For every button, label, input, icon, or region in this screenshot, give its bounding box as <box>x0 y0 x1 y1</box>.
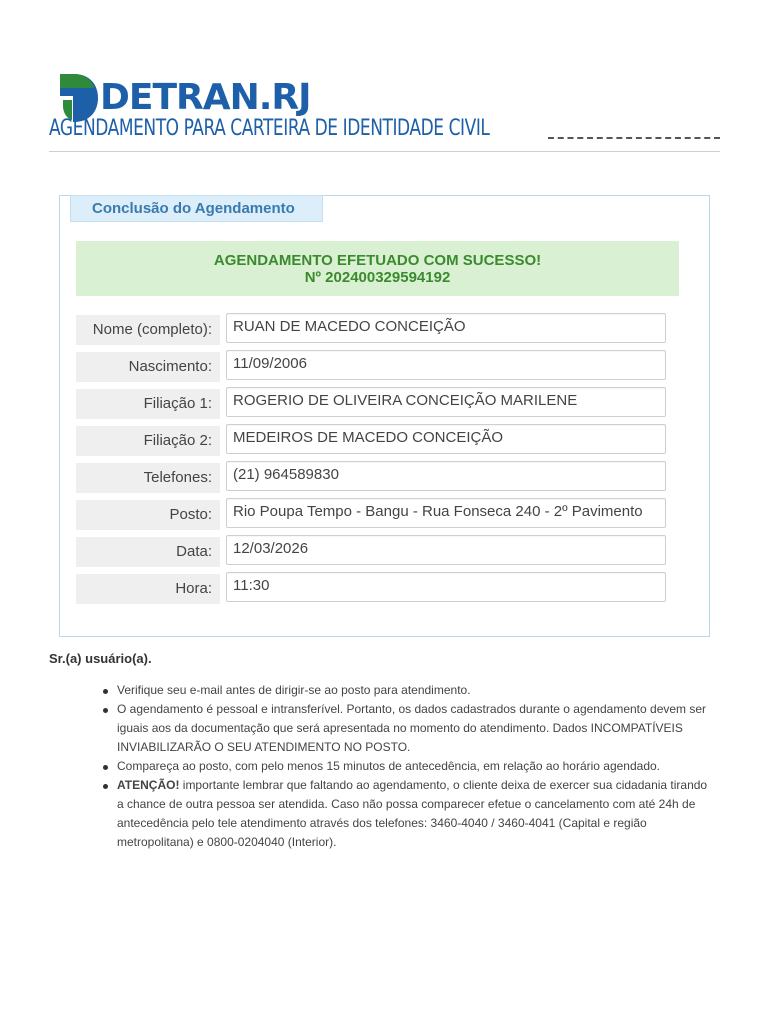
field-row-time <box>76 572 668 602</box>
appointment-number: Nº 202400329594192 <box>304 269 451 286</box>
field-value-parent1: ROGERIO DE OLIVEIRA CONCEIÇÃO MARILENE <box>226 387 666 417</box>
field-value-phones: (21) 964589830 <box>226 461 666 491</box>
field-row-name <box>76 313 668 343</box>
field-value-name: RUAN DE MACEDO CONCEIÇÃO <box>226 313 666 343</box>
field-row-birth <box>76 350 668 380</box>
field-row-parent2 <box>76 424 668 454</box>
notice-list <box>101 681 711 852</box>
field-value-date: 12/03/2026 <box>226 535 666 565</box>
logo-text: DETRAN.RJ <box>100 77 311 118</box>
field-row-parent1 <box>76 387 668 417</box>
field-label: Hora: <box>76 574 220 604</box>
field-value-post: Rio Poupa Tempo - Bangu - Rua Fonseca 240 - 2º Pavimento <box>226 498 666 528</box>
field-label: Posto: <box>76 500 220 530</box>
panel-legend: Conclusão do Agendamento <box>70 195 323 222</box>
attention-label: ATENÇÃO! <box>117 778 180 792</box>
page-title: AGENDAMENTO PARA CARTEIRA DE IDENTIDADE CIVIL <box>49 116 490 141</box>
list-item-attention <box>101 776 711 852</box>
detran-logo <box>60 74 311 122</box>
header-divider <box>49 151 720 152</box>
field-row-post <box>76 498 668 528</box>
attention-text: importante lembrar que faltando ao agendamento, o cliente deixa de exercer sua cidadania tirando a chance de outra pessoa ser atendida. Caso não possa comparecer efetue o cancelamento com até 24h de antecedência pelo tele atendimento através dos telefones: 3460-4040 / 3460-4041 (Capital e região metropolitana) e 0800-0204040 (Interior). <box>117 778 708 849</box>
field-label: Filiação 1: <box>76 389 220 419</box>
title-dotted-line <box>548 135 720 139</box>
field-value-parent2: MEDEIROS DE MACEDO CONCEIÇÃO <box>226 424 666 454</box>
field-row-phones <box>76 461 668 491</box>
field-label: Telefones: <box>76 463 220 493</box>
field-value-time: 11:30 <box>226 572 666 602</box>
field-value-birth: 11/09/2006 <box>226 350 666 380</box>
field-label: Data: <box>76 537 220 567</box>
field-row-date <box>76 535 668 565</box>
field-label: Nascimento: <box>76 352 220 382</box>
notice-greeting: Sr.(a) usuário(a). <box>49 651 152 666</box>
list-item: Compareça ao posto, com pelo menos 15 minutos de antecedência, em relação ao horário agendado. <box>101 757 711 776</box>
list-item: O agendamento é pessoal e intransferível. Portanto, os dados cadastrados durante o agendamento devem ser iguais aos da documentação que será apresentada no momento do atendimento. Dados INCOMPATÍVEIS INVIABILIZARÃO O SEU ATENDIMENTO NO POSTO. <box>101 700 711 757</box>
field-label: Nome (completo): <box>76 315 220 345</box>
detran-logo-mark-icon <box>60 74 98 122</box>
list-item: Verifique seu e-mail antes de dirigir-se ao posto para atendimento. <box>101 681 711 700</box>
success-title: AGENDAMENTO EFETUADO COM SUCESSO! <box>213 252 542 269</box>
success-message <box>76 241 679 296</box>
field-label: Filiação 2: <box>76 426 220 456</box>
